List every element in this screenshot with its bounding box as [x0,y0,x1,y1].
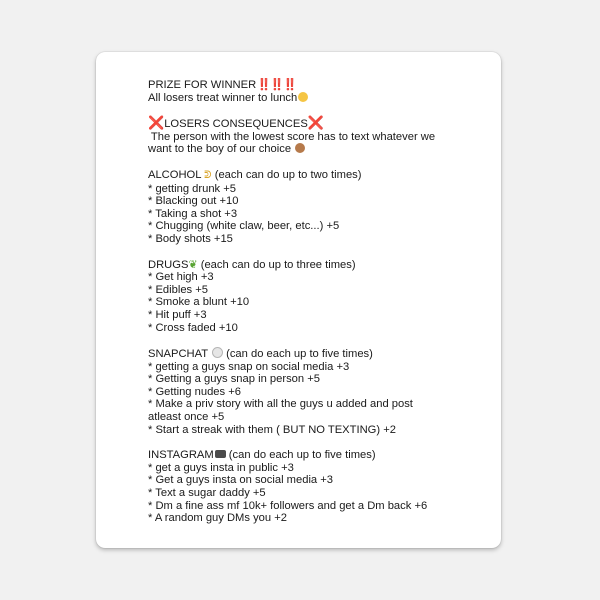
list-item: * Getting nudes +6 [148,385,241,398]
list-item: * Getting a guys snap in person +5 [148,373,320,386]
alcohol-heading: ALCOHOL ᕲ (each can do up to two times) [148,168,362,181]
prize-heading: PRIZE FOR WINNER‼️‼️‼️ [148,79,296,91]
losers-heading: ❌LOSERS CONSEQUENCES❌ [148,115,324,131]
prize-text: All losers treat winner to lunch [148,92,493,105]
cat-face-icon [298,92,308,102]
rules-list [148,79,493,525]
list-item: * Get high +3 [148,271,214,284]
sticker [96,52,501,548]
list-item: * Taking a shot +3 [148,207,238,220]
list-item: * getting drunk +5 [148,182,237,195]
list-item: * Make a priv story with all the guys u added and post [148,398,413,411]
cross-mark-icon: ❌ [148,115,165,131]
losers-text-line2: want to the boy of our choice [148,143,493,156]
cross-mark-icon: ❌ [307,115,324,131]
clinking-glasses-icon: ᕲ [204,169,212,181]
list-item-continuation: atleast once +5 [148,411,225,424]
list-item: * A random guy DMs you +2 [148,512,287,525]
list-item: * Get a guys insta on social media +3 [148,474,334,487]
list-item: * Edibles +5 [148,283,209,296]
instagram-heading: INSTAGRAM (can do each up to five times) [148,449,376,462]
snapchat-heading: SNAPCHAT (can do each up to five times) [148,348,373,361]
list-item: * Cross faded +10 [148,321,238,334]
see-no-evil-monkey-icon [295,143,305,153]
list-item: * Dm a fine ass mf 10k+ followers and get a Dm back +6 [148,499,428,512]
list-item: * Body shots +15 [148,232,233,245]
herb-leaf-icon: ❦ [188,258,198,271]
drugs-heading: DRUGS❦ (each can do up to three times) [148,258,356,271]
list-item: * get a guys insta in public +3 [148,461,294,474]
list-item: * Chugging (white claw, beer, etc...) +5 [148,220,340,233]
list-item: * Smoke a blunt +10 [148,296,250,309]
list-item: * Blacking out +10 [148,195,239,208]
list-item: * getting a guys snap on social media +3 [148,360,350,373]
ghost-icon [212,347,223,358]
camera-flash-icon [215,450,226,458]
losers-text-line1: The person with the lowest score has to text whatever we [148,130,436,143]
exclamation-icon: ‼️‼️‼️ [257,79,296,91]
list-item: * Text a sugar daddy +5 [148,487,266,500]
list-item: * Hit puff +3 [148,308,207,321]
list-item: * Start a streak with them ( BUT NO TEXTING) +2 [148,423,396,436]
